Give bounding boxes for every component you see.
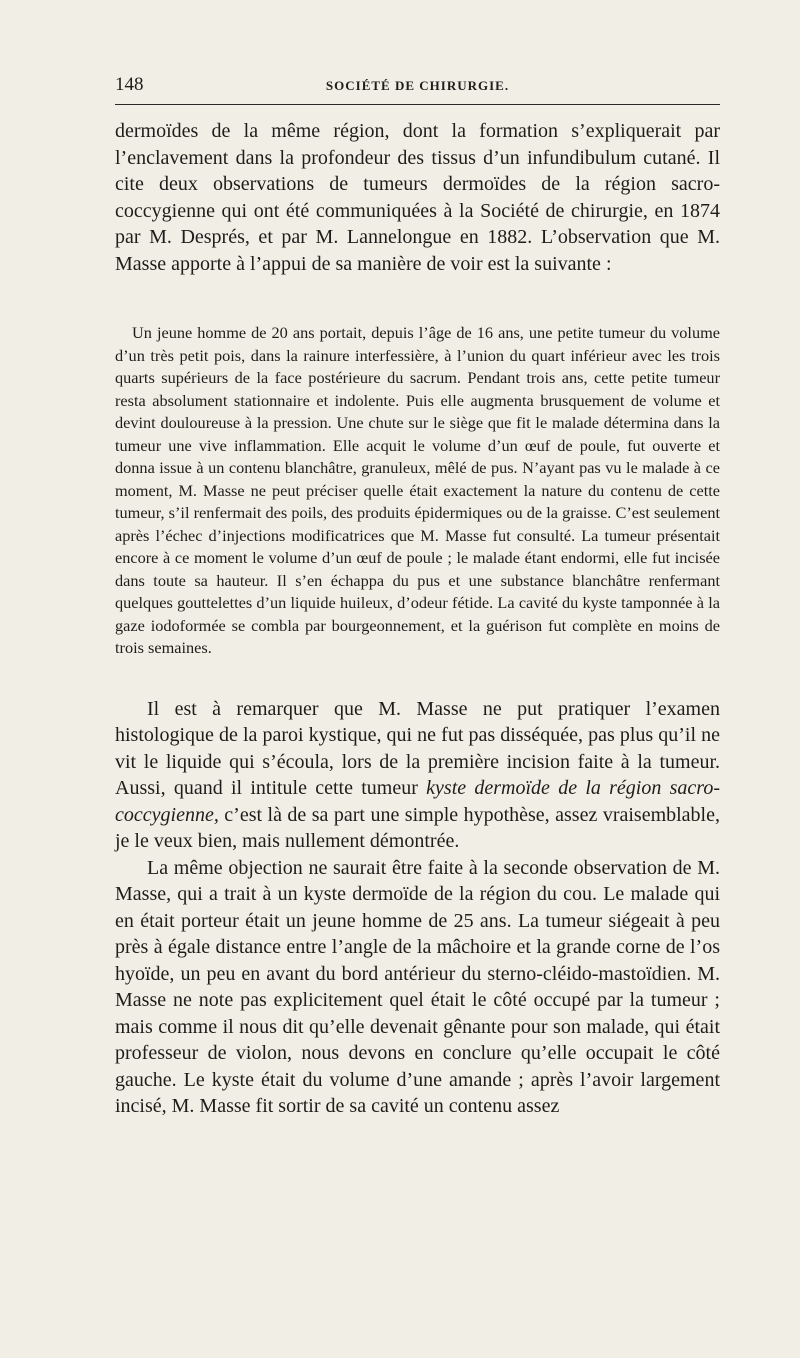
page-number: 148 [115,74,144,95]
running-title: SOCIÉTÉ DE CHIRURGIE. [325,78,510,93]
page-body [115,118,720,1120]
header-rule [115,104,720,105]
paragraph-3-italic-title: kyste dermoïde de la région sacro-coccygienne, [115,777,720,826]
paragraph-3-text-a: Il est à remarquer que M. Masse ne put pratiquer l’examen histologique de la paroi kystique, qui ne fut pas disséquée, pas plus qu’il ne vit le liquide qui s’écoula, lors de la première incision faite à la tumeur. Aussi, quand il intitule cette tumeur [115,697,720,799]
paragraph-4 [115,855,720,1120]
paragraph-1: dermoïdes de la même région, dont la formation s’expliquerait par l’enclavement dans la profondeur des tissus d’un infundibulum cutané. Il cite deux observations de tumeurs dermoïdes de la région sacro-coccygienne qui ont été communiquées à la Société de chirurgie, en 1874 par M. Després, et par M. Lannelongue en 1882. L’observation que M. Masse apporte à l’appui de sa manière de voir est la suivante : [115,120,720,275]
paragraph-4-text: La même objection ne saurait être faite à la seconde observation de M. Masse, qui a trait à un kyste dermoïde de la région du cou. Le malade qui en était porteur était un jeune homme de 25 ans. La tumeur siégeait à peu près à égale distance entre l’angle de la mâchoire et la grande corne de l’os hyoïde, un peu en avant du bord antérieur du sterno-cléido-mastoïdien. M. Masse ne note pas explicitement quel était le côté occupé par la tumeur ; mais comme il nous dit qu’elle devenait gênante pour son malade, qui était professeur de violon, nous devons en conclure qu’elle occupait le côté gauche. Le kyste était du volume d’une amande ; après l’avoir largement incisé, M. Masse fit sortir de sa cavité un contenu assez [115,856,720,1117]
paragraph-3-text-b: c’est là de sa part une simple hypothèse, assez vraisemblable, je le veux bien, mais nullement démontrée. [115,803,720,852]
paragraph-3 [115,696,720,855]
page-header [115,74,720,98]
observation-paragraph: Un jeune homme de 20 ans portait, depuis l’âge de 16 ans, une petite tumeur du volume d’un très petit pois, dans la rainure interfessière, à l’union du quart inférieur avec les trois quarts supérieurs de la face postérieure du sacrum. Pendant trois ans, cette petite tumeur resta absolument stationnaire et indolente. Puis elle augmenta brusquement de volume et devint douloureuse à la pression. Une chute sur le siège que fit le malade détermina dans la tumeur une vive inflammation. Elle acquit le volume d’un œuf de poule, fut ouverte et donna issue à un contenu blanchâtre, granuleux, mêlé de pus. N’ayant pas vu le malade à ce moment, M. Masse ne peut préciser quelle était exactement la nature du contenu de cette tumeur, s’il renfermait des poils, des produits épidermiques ou de la graisse. C’est seulement après l’échec d’injections modificatrices que M. Masse fut consulté. La tumeur présentait encore à ce moment le volume d’un œuf de poule ; le malade étant endormi, elle fut incisée dans toute sa hauteur. Il s’en échappa du pus et une substance blanchâtre renfermant quelques gouttelettes d’un liquide huileux, d’odeur fétide. La cavité du kyste tamponnée à la gaze iodoformée se combla par bourgeonnement, et la guérison fut complète en moins de trois semaines. [115,323,720,657]
